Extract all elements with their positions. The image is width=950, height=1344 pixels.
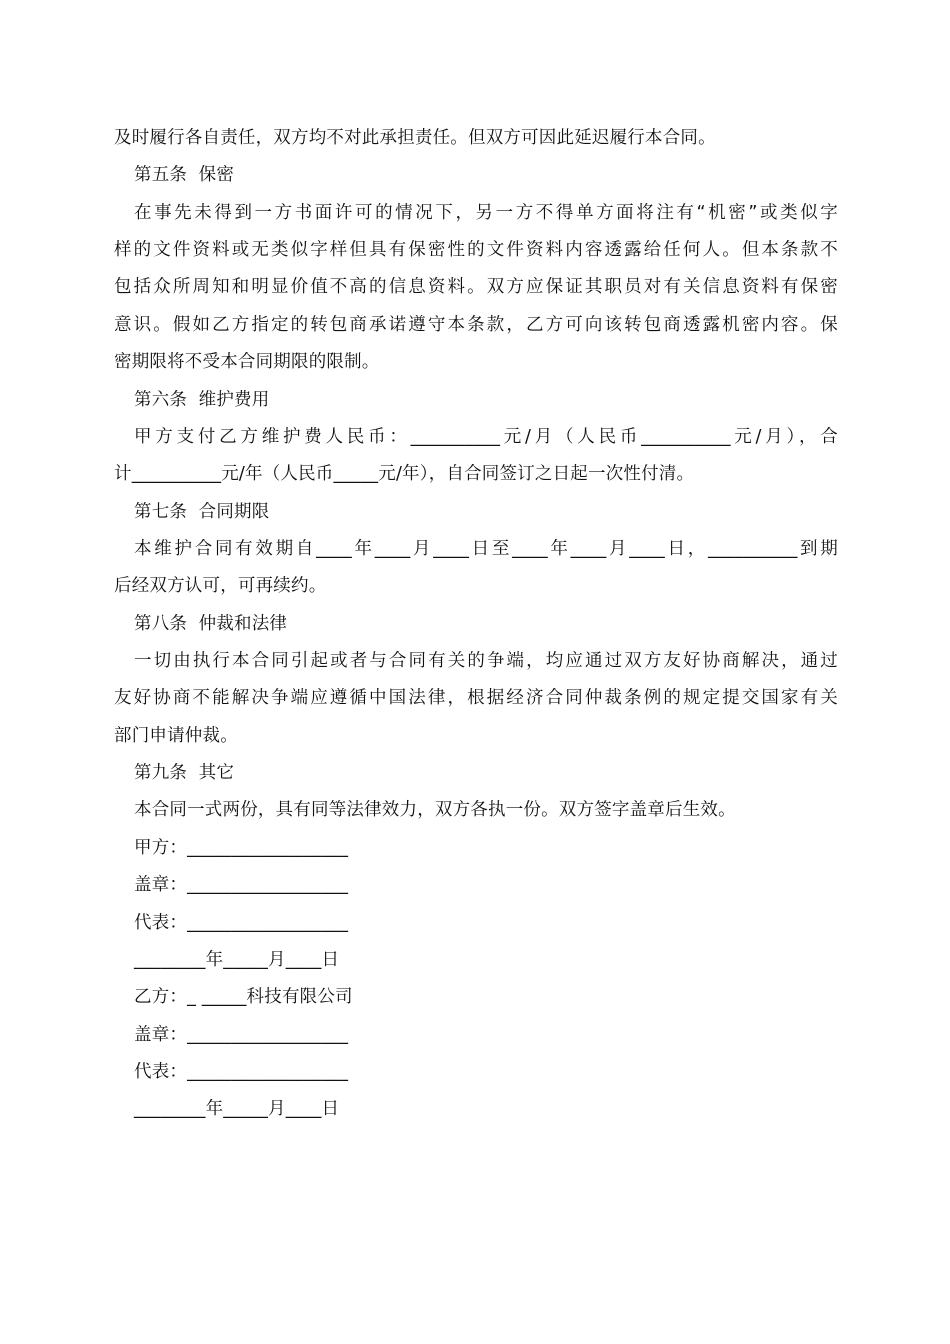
text-line: 密期限将不受本合同期限的限制。 [114, 352, 380, 372]
party-b-date-line: ________年_____月____日 [134, 1099, 340, 1119]
party-a-name-line: 甲方：__________________ [134, 838, 349, 858]
text-line: 后经双方认可，可再续约。 [114, 576, 327, 596]
text-line: 及时履行各自责任，双方均不对此承担责任。但双方可因此延迟履行本合同。 [114, 128, 716, 148]
text-line: 包括众所周知和明显价值不高的信息资料。双方应保证其职员对有关信息资料有保密 [114, 277, 838, 297]
text-line: 友好协商不能解决争端应遵循中国法律，根据经济合同仲裁条例的规定提交国家有关 [114, 688, 838, 708]
text-line: 部门申请仲裁。 [114, 726, 238, 746]
text-line: 一切由执行本合同引起或者与合同有关的争端，均应通过双方友好协商解决，通过 [134, 651, 838, 671]
section-heading: 第八条 仲裁和法律 [134, 614, 288, 634]
section-heading: 第七条 合同期限 [134, 502, 270, 522]
text-line: 计__________元/年（人民币_____元/年），自合同签订之日起一次性付清。 [114, 464, 695, 484]
text-line: 甲方支付乙方维护费人民币：__________元/月（人民币__________元/月），合 [134, 427, 838, 447]
section-heading: 第六条 维护费用 [134, 390, 270, 410]
party-b-representative-line: 代表：__________________ [134, 1062, 349, 1082]
party-b-seal-line: 盖章：__________________ [134, 1025, 349, 1045]
section-heading: 第九条 其它 [134, 763, 235, 783]
text-line: 本合同一式两份，具有同等法律效力，双方各执一份。双方签字盖章后生效。 [134, 800, 736, 820]
text-line: 样的文件资料或无类似字样但具有保密性的文件资料内容透露给任何人。但本条款不 [114, 240, 838, 260]
party-b-name-line: 乙方：_ _____科技有限公司 [134, 987, 353, 1007]
section-heading: 第五条 保密 [134, 165, 235, 185]
text-line: 意识。假如乙方指定的转包商承诺遵守本条款，乙方可向该转包商透露机密内容。保 [114, 315, 838, 335]
party-a-date-line: ________年_____月____日 [134, 950, 340, 970]
text-line: 本维护合同有效期自____年____月____日至____年____月____日，__________到期 [134, 539, 838, 559]
party-a-seal-line: 盖章：__________________ [134, 875, 349, 895]
party-a-representative-line: 代表：__________________ [134, 913, 349, 933]
text-line: 在事先未得到一方书面许可的情况下，另一方不得单方面将注有“机密”或类似字 [134, 203, 838, 223]
